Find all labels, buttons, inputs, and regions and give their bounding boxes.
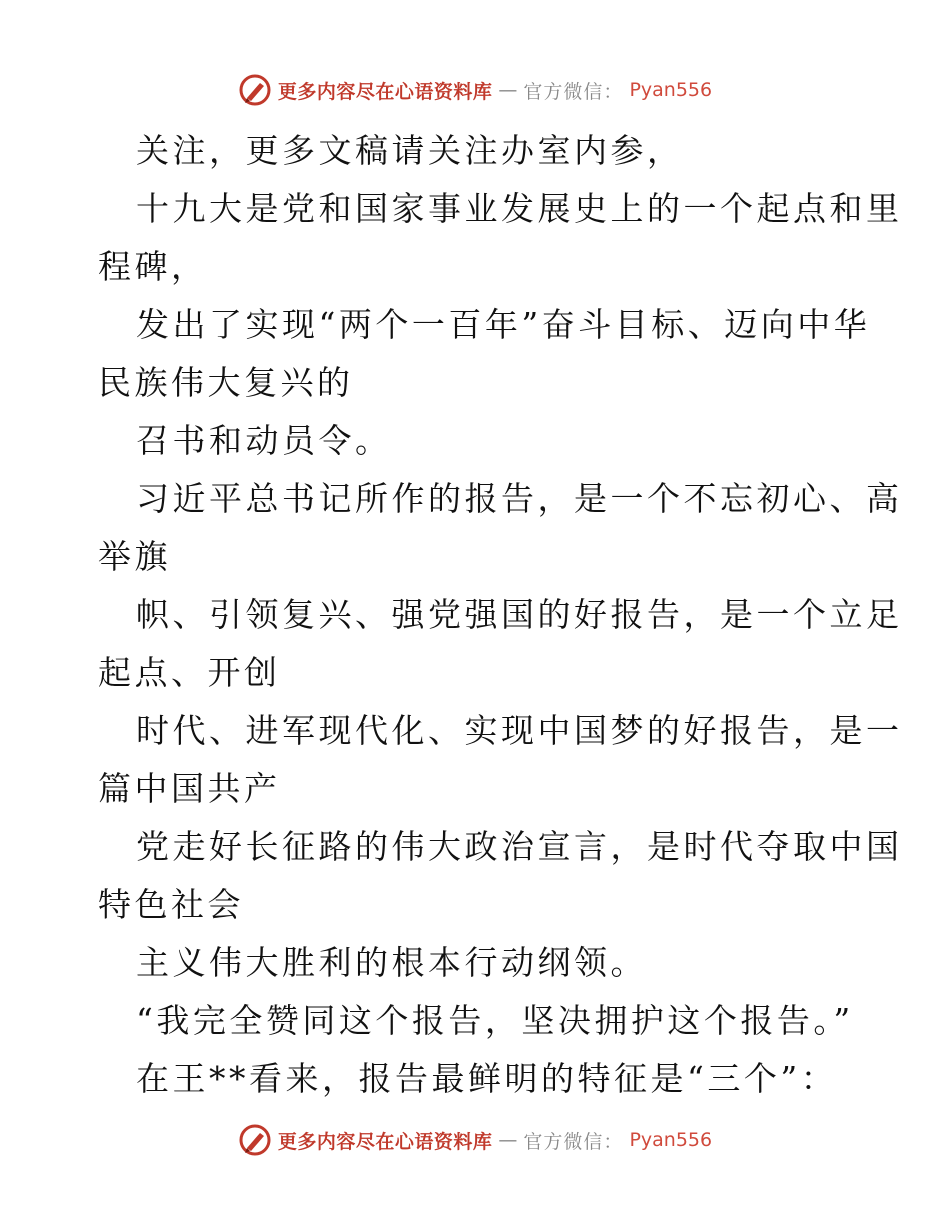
document-body xyxy=(98,122,903,1108)
footer-watermark xyxy=(0,1120,950,1160)
text-line: 党走好长征路的伟大政治宣言，是时代夺取中国 xyxy=(136,827,903,866)
text-line: 习近平总书记所作的报告，是一个不忘初心、高 xyxy=(136,479,903,518)
watermark-text: 更多内容尽在心语资料库 xyxy=(277,1130,493,1153)
watermark-separator: — xyxy=(498,79,518,101)
watermark-contact-value: Pyan556 xyxy=(629,79,713,101)
pen-logo-icon xyxy=(238,1123,272,1157)
text-line: 关注，更多文稿请关注办室内参， xyxy=(136,131,684,170)
watermark-separator: — xyxy=(498,1129,518,1151)
text-line: 民族伟大复兴的 xyxy=(98,363,354,402)
text-line: 篇中国共产 xyxy=(98,769,281,808)
text-line: 举旗 xyxy=(98,537,171,576)
text-line: 主义伟大胜利的根本行动纲领。 xyxy=(136,943,647,982)
text-line: 时代、进军现代化、实现中国梦的好报告，是一 xyxy=(136,711,903,750)
watermark-contact-label: 官方微信： xyxy=(523,80,624,103)
text-line: 特色社会 xyxy=(98,885,244,924)
text-line: 发出了实现“两个一百年”奋斗目标、迈向中华 xyxy=(136,305,871,344)
watermark-text: 更多内容尽在心语资料库 xyxy=(277,80,493,103)
text-line: 程碑， xyxy=(98,247,208,286)
text-line: 帜、引领复兴、强党强国的好报告，是一个立足 xyxy=(136,595,903,634)
text-line: “我完全赞同这个报告，坚决拥护这个报告。” xyxy=(136,1001,854,1040)
pen-logo-icon xyxy=(238,73,272,107)
text-line: 在王**看来，报告最鲜明的特征是“三个”： xyxy=(136,1059,838,1098)
header-watermark xyxy=(0,70,950,110)
watermark-contact-value: Pyan556 xyxy=(629,1129,713,1151)
text-line: 十九大是党和国家事业发展史上的一个起点和里 xyxy=(136,189,903,228)
text-line: 起点、开创 xyxy=(98,653,281,692)
watermark-contact-label: 官方微信： xyxy=(523,1130,624,1153)
text-line: 召书和动员令。 xyxy=(136,421,392,460)
